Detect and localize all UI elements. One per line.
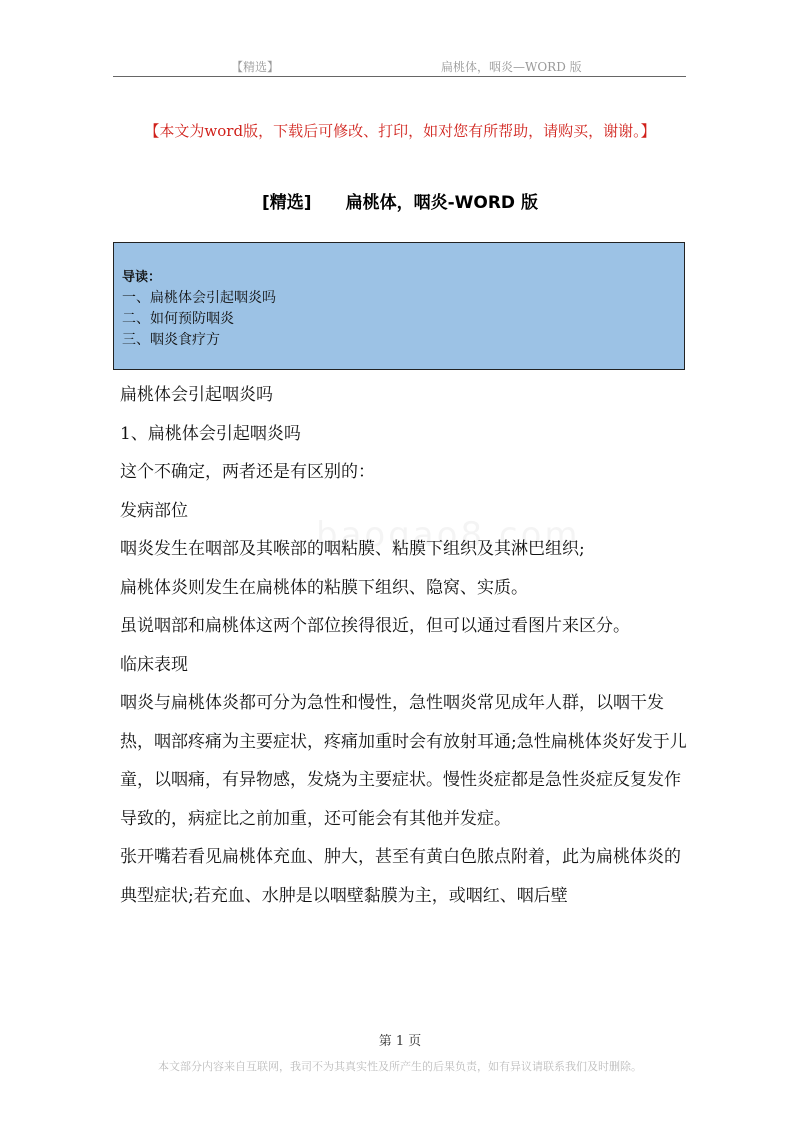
guide-heading: 导读： [122,270,162,285]
header-right-label: 扁桃体，咽炎—WORD 版 [441,60,582,74]
title-tag: [精选] [262,193,312,213]
page-number: 第 1 页 [378,1034,422,1049]
guide-item: 二、如何预防咽炎 [122,311,234,327]
paragraph: 虽说咽部和扁桃体这两个部位挨得很近，但可以通过看图片来区分。 [120,616,630,636]
guide-item: 一、扁桃体会引起咽炎吗 [122,290,276,306]
paragraph: 扁桃体炎则发生在扁桃体的粘膜下组织、隐窝、实质。 [120,577,528,598]
guide-box [113,242,685,370]
purchase-notice: 【本文为word版，下载后可修改、打印，如对您有所帮助，请购买，谢谢。】 [144,122,656,140]
document-title [0,188,800,213]
page-header [113,56,686,77]
paragraph: 这个不确定，两者还是有区别的： [120,462,375,482]
paragraph: 咽炎与扁桃体炎都可分为急性和慢性，急性咽炎常见成年人群，以咽干发热，咽部疼痛为主要症状，疼痛加重时会有放射耳通;急性扁桃体炎好发于儿童，以咽痛，有异物感，发烧为主要症状。慢性炎症都是急性炎症反复发作导致的，病症比之前加重，还可能会有其他并发症。 [120,693,687,829]
paragraph: 张开嘴若看见扁桃体充血、肿大，甚至有黄白色脓点附着，此为扁桃体炎的典型症状;若充血、水肿是以咽壁黏膜为主，或咽红、咽后壁 [120,847,681,906]
subsection-heading: 1、扁桃体会引起咽炎吗 [120,423,301,444]
title-text: 扁桃体，咽炎-WORD 版 [345,193,538,213]
paragraph: 咽炎发生在咽部及其喉部的咽粘膜、粘膜下组织及其淋巴组织; [120,539,585,559]
section-heading: 扁桃体会引起咽炎吗 [120,385,273,405]
document-body [120,376,690,915]
header-left-label: 【精选】 [231,60,280,74]
footer-disclaimer: 本文部分内容来自互联网，我司不为其真实性及所产生的后果负责，如有异议请联系我们及时删除。 [158,1060,642,1073]
paragraph-heading: 发病部位 [120,500,188,521]
guide-item: 三、咽炎食疗方 [122,332,220,348]
paragraph-heading: 临床表现 [120,654,188,675]
